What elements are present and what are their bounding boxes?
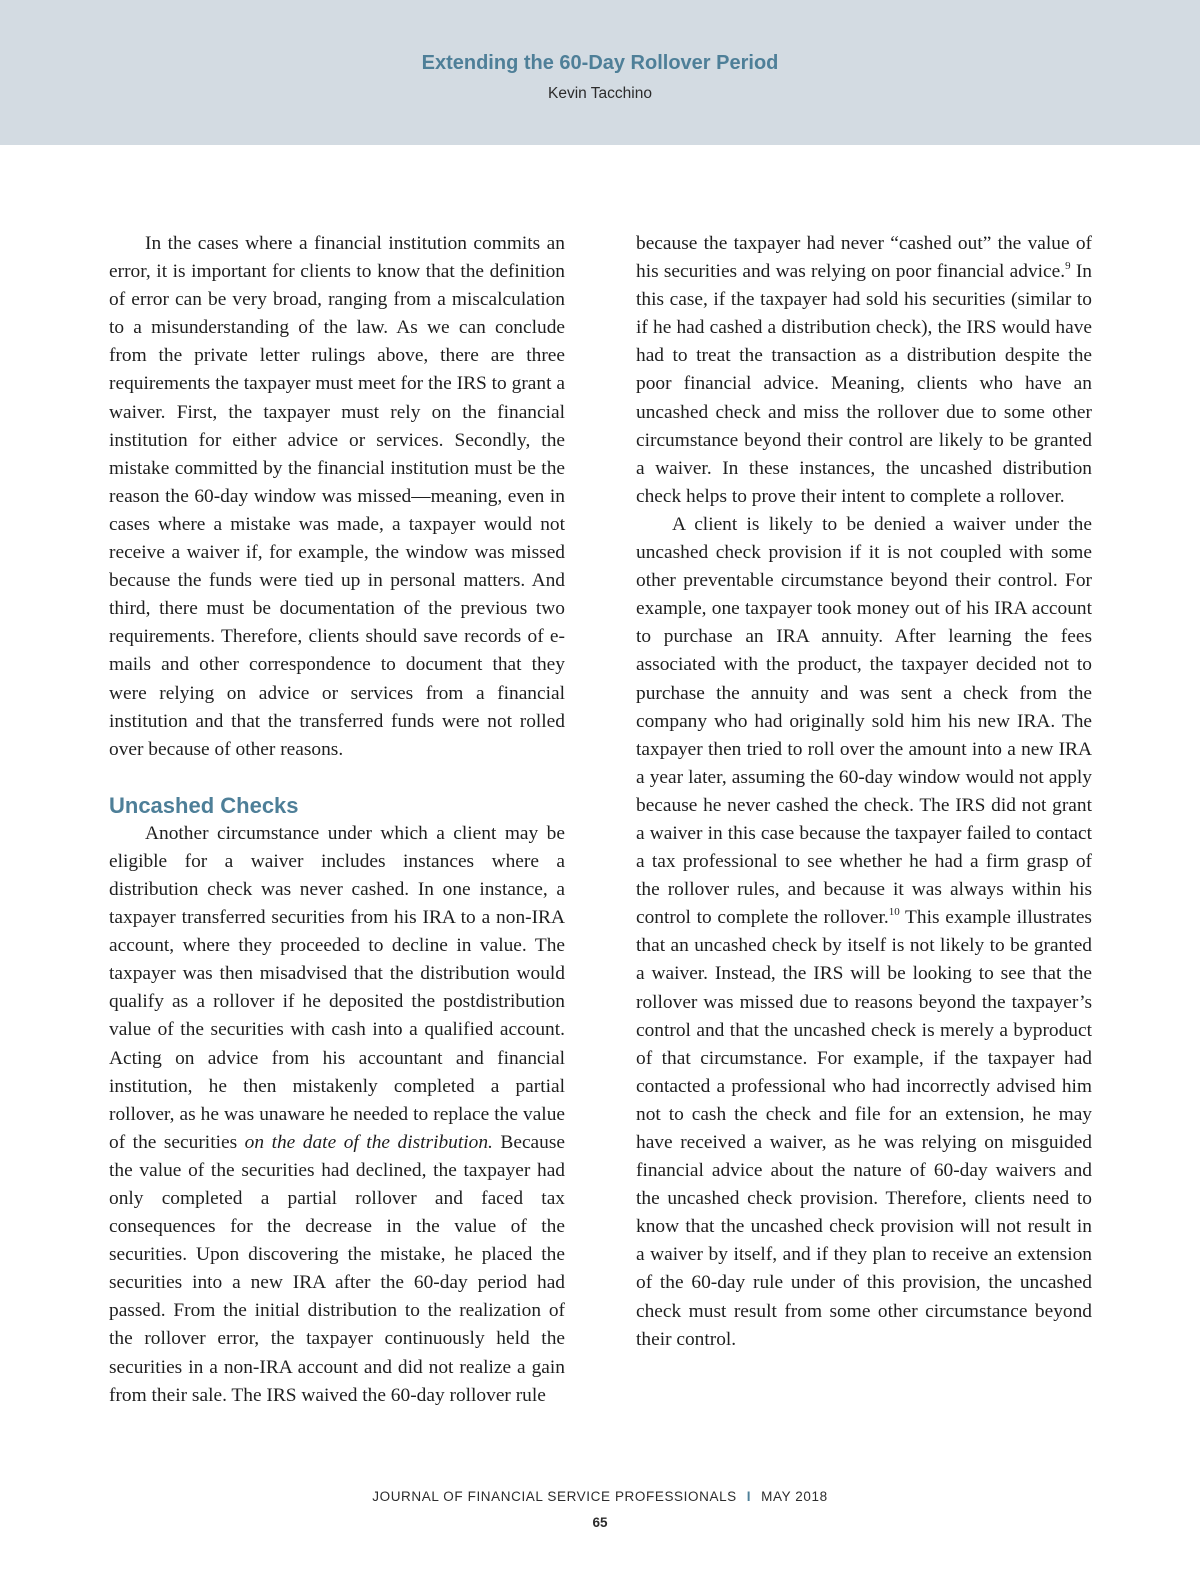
- left-paragraph-2: [109, 820, 565, 1410]
- page-number: 65: [592, 1515, 608, 1530]
- footnote-marker-9: 9: [1065, 260, 1071, 273]
- right-paragraph-1-part-1: because the taxpayer had never “cashed out” the value of his securities and was relying on poor financial advice.: [636, 233, 1092, 283]
- left-paragraph-2-part-2: Because the value of the securities had declined, the taxpayer had only completed a partial rollover and faced tax consequences for the decrease in the value of the securities. Upon discovering the mistake, he placed the securities into a new IRA after the 60-day period had passed. From the initial distribution to the realization of the rollover error, the taxpayer continuously held the securities in a non-IRA account and did not realize a gain from their sale. The IRS waived the 60-day rollover rule: [109, 1131, 566, 1406]
- article-title: Extending the 60-Day Rollover Period: [421, 52, 779, 74]
- issue-date: MAY 2018: [761, 1489, 828, 1504]
- right-paragraph-2-part-1: A client is likely to be denied a waiver under the uncashed check provision if it is not coupled with some other preventable circumstance beyond their control. For example, one taxpayer took money out of his IRA account to purchase an IRA annuity. After learning the fees associated with the product, the taxpayer decided not to purchase the annuity and was sent a check from the company who had originally sold him his new IRA. The taxpayer then tried to roll over the amount into a new IRA a year later, assuming the 60-day window would not apply because he never cashed the check. The IRS did not grant a waiver in this case because the taxpayer failed to contact a tax professional to see whether he had a firm grasp of the rollover rules, and because it was always within his control to complete the rollover.: [636, 513, 1092, 929]
- footer-journal-line: [0, 1488, 1200, 1506]
- right-paragraph-1: [636, 230, 1092, 511]
- right-column: [636, 230, 1092, 1354]
- article-author: Kevin Tacchino: [548, 85, 652, 102]
- left-paragraph-1: In the cases where a financial institution commits an error, it is important for clients to know that the definition of error can be very broad, ranging from a miscalculation to a misunderstanding of the law. As we can conclude from the private letter rulings above, there are three requirements the taxpayer must meet for the IRS to grant a waiver. First, the taxpayer must rely on the financial institution for either advice or services. Secondly, the mistake committed by the financial institution must be the reason the 60-day window was missed—meaning, even in cases where a mistake was made, a taxpayer would not receive a waiver if, for example, the window was missed because the funds were tied up in personal matters. And third, there must be documentation of the previous two requirements. Therefore, clients should save records of e-mails and other correspondence to document that they were relying on advice or services from a financial institution and that the transferred funds were not rolled over because of other reasons.: [109, 233, 565, 760]
- section-heading-uncashed-checks: Uncashed Checks: [109, 792, 299, 818]
- journal-name: JOURNAL OF FINANCIAL SERVICE PROFESSIONALS: [372, 1489, 737, 1504]
- right-paragraph-1-part-2: In this case, if the taxpayer had sold his securities (similar to if he had cashed a distribution check), the IRS would have had to treat the transaction as a distribution despite the poor financial advice. Meaning, clients who have an uncashed check and miss the rollover due to some other circumstance beyond their control are likely to be granted a waiver. In these instances, the uncashed distribution check helps to prove their intent to complete a rollover.: [636, 261, 1092, 507]
- left-paragraph-2-italic: on the date of the distribution.: [244, 1131, 493, 1153]
- left-paragraph-2-part-1: Another circumstance under which a client may be eligible for a waiver includes instances where a distribution check was never cashed. In one instance, a taxpayer transferred securities from his IRA to a non-IRA account, where they proceeded to decline in value. The taxpayer was then misadvised that the distribution would qualify as a rollover if he deposited the postdistribution value of the securities with cash into a qualified account. Acting on advice from his accountant and financial institution, he then mistakenly completed a partial rollover, as he was unaware he needed to replace the value of the securities: [109, 822, 565, 1153]
- right-paragraph-2-part-2: This example illustrates that an uncashed check by itself is not likely to be granted a waiver. Instead, the IRS will be looking to see that the rollover was missed due to reasons beyond the taxpayer’s control and that the uncashed check is merely a byproduct of that circumstance. For example, if the taxpayer had contacted a professional who had incorrectly advised him not to cash the check and file for an extension, he may have received a waiver, as he was relying on misguided financial advice about the nature of 60-day waivers and the uncashed check provision. Therefore, clients need to know that the uncashed check provision will not result in a waiver by itself, and if they plan to receive an extension of the 60-day rule under of this provision, the uncashed check must result from some other circumstance beyond their control.: [636, 907, 1092, 1350]
- footnote-marker-10: 10: [888, 906, 900, 919]
- footer-separator: I: [746, 1489, 752, 1504]
- left-column: [109, 230, 565, 1410]
- header-band: [0, 0, 1200, 145]
- right-paragraph-2: [636, 511, 1092, 1354]
